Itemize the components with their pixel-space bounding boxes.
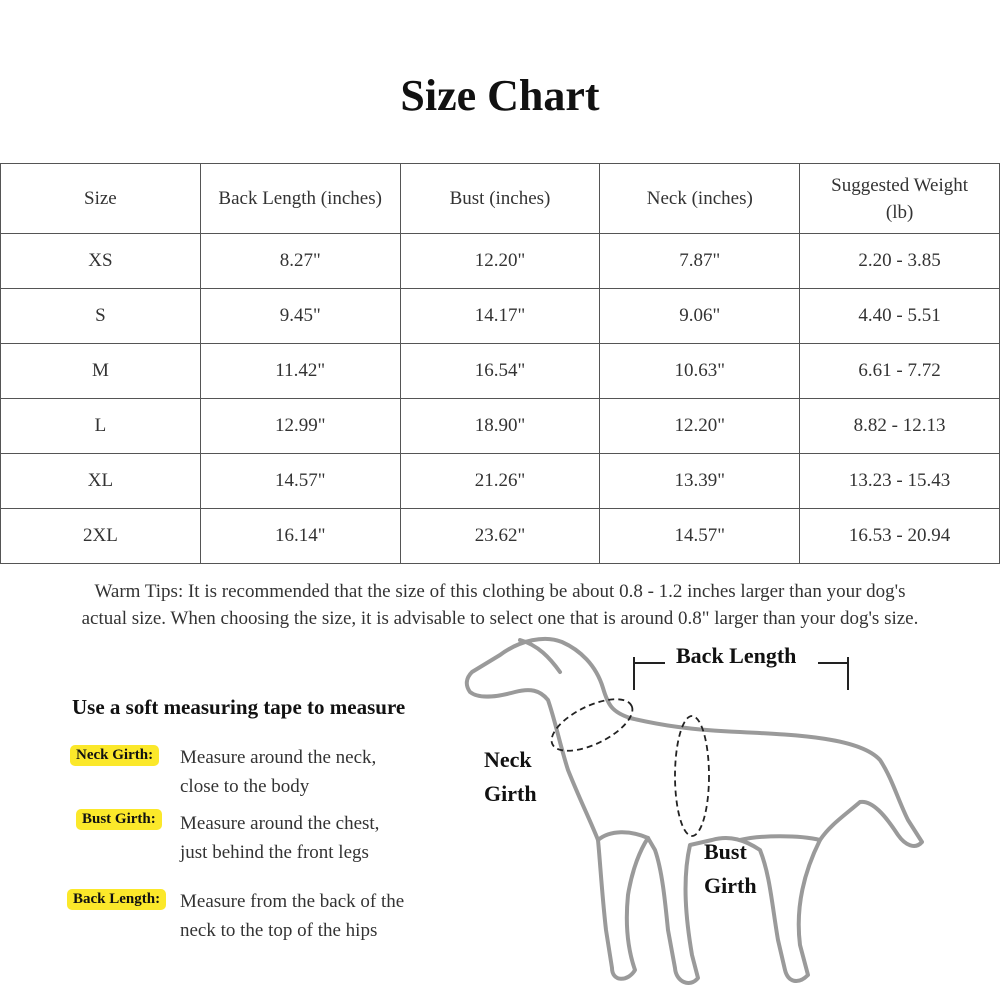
cell-weight: 8.82 - 12.13 — [800, 399, 1000, 454]
header-neck: Neck (inches) — [600, 164, 800, 234]
cell-weight: 4.40 - 5.51 — [800, 289, 1000, 344]
cell-size: S — [1, 289, 201, 344]
bust-girth-label-line-1: Bust — [704, 839, 747, 864]
cell-size: XL — [1, 454, 201, 509]
cell-neck: 7.87" — [600, 234, 800, 289]
measure-instructions-title: Use a soft measuring tape to measure — [72, 695, 406, 719]
cell-back-length: 8.27" — [200, 234, 400, 289]
back-length-label: Back Length — [676, 643, 797, 668]
cell-back-length: 16.14" — [200, 509, 400, 564]
cell-size: 2XL — [1, 509, 201, 564]
neck-girth-line-1: Measure around the neck, — [180, 747, 377, 768]
neck-girth-loop-icon — [544, 689, 640, 762]
cell-back-length: 14.57" — [200, 454, 400, 509]
cell-bust: 21.26" — [400, 454, 600, 509]
neck-girth-tag: Neck Girth: — [70, 745, 159, 766]
neck-girth-label-line-1: Neck — [484, 747, 532, 772]
back-length-line-2: neck to the top of the hips — [180, 920, 378, 941]
cell-bust: 12.20" — [400, 234, 600, 289]
cell-bust: 23.62" — [400, 509, 600, 564]
cell-neck: 9.06" — [600, 289, 800, 344]
cell-size: L — [1, 399, 201, 454]
bust-girth-label-line-2: Girth — [704, 873, 757, 898]
cell-neck: 13.39" — [600, 454, 800, 509]
neck-girth-label-line-2: Girth — [484, 781, 537, 806]
cell-weight: 6.61 - 7.72 — [800, 344, 1000, 399]
cell-size: XS — [1, 234, 201, 289]
cell-neck: 10.63" — [600, 344, 800, 399]
warm-tips-line-2: actual size. When choosing the size, it is advisable to select one that is around 0.8" larger than your dog's size. — [81, 608, 919, 629]
page-title: Size Chart — [400, 71, 600, 120]
bust-girth-label — [704, 835, 757, 903]
cell-weight: 2.20 - 3.85 — [800, 234, 1000, 289]
cell-bust: 16.54" — [400, 344, 600, 399]
bust-girth-line-2: just behind the front legs — [180, 842, 369, 863]
header-weight: Suggested Weight (lb) — [800, 164, 1000, 234]
cell-neck: 14.57" — [600, 509, 800, 564]
cell-back-length: 12.99" — [200, 399, 400, 454]
bust-girth-line-1: Measure around the chest, — [180, 813, 380, 834]
cell-back-length: 9.45" — [200, 289, 400, 344]
bust-girth-tag: Bust Girth: — [76, 809, 162, 830]
cell-weight: 13.23 - 15.43 — [800, 454, 1000, 509]
cell-bust: 18.90" — [400, 399, 600, 454]
bust-girth-loop-icon — [675, 716, 709, 836]
neck-girth-label — [484, 743, 537, 811]
cell-back-length: 11.42" — [200, 344, 400, 399]
header-bust: Bust (inches) — [400, 164, 600, 234]
warm-tips-line-1: Warm Tips: It is recommended that the size of this clothing be about 0.8 - 1.2 inches larger than your dog's — [94, 581, 906, 602]
back-length-tag: Back Length: — [67, 889, 166, 910]
cell-neck: 12.20" — [600, 399, 800, 454]
header-back-length: Back Length (inches) — [200, 164, 400, 234]
back-length-line-1: Measure from the back of the — [180, 891, 405, 912]
header-size: Size — [1, 164, 201, 234]
cell-weight: 16.53 - 20.94 — [800, 509, 1000, 564]
neck-girth-line-2: close to the body — [180, 776, 310, 797]
cell-bust: 14.17" — [400, 289, 600, 344]
cell-size: M — [1, 344, 201, 399]
